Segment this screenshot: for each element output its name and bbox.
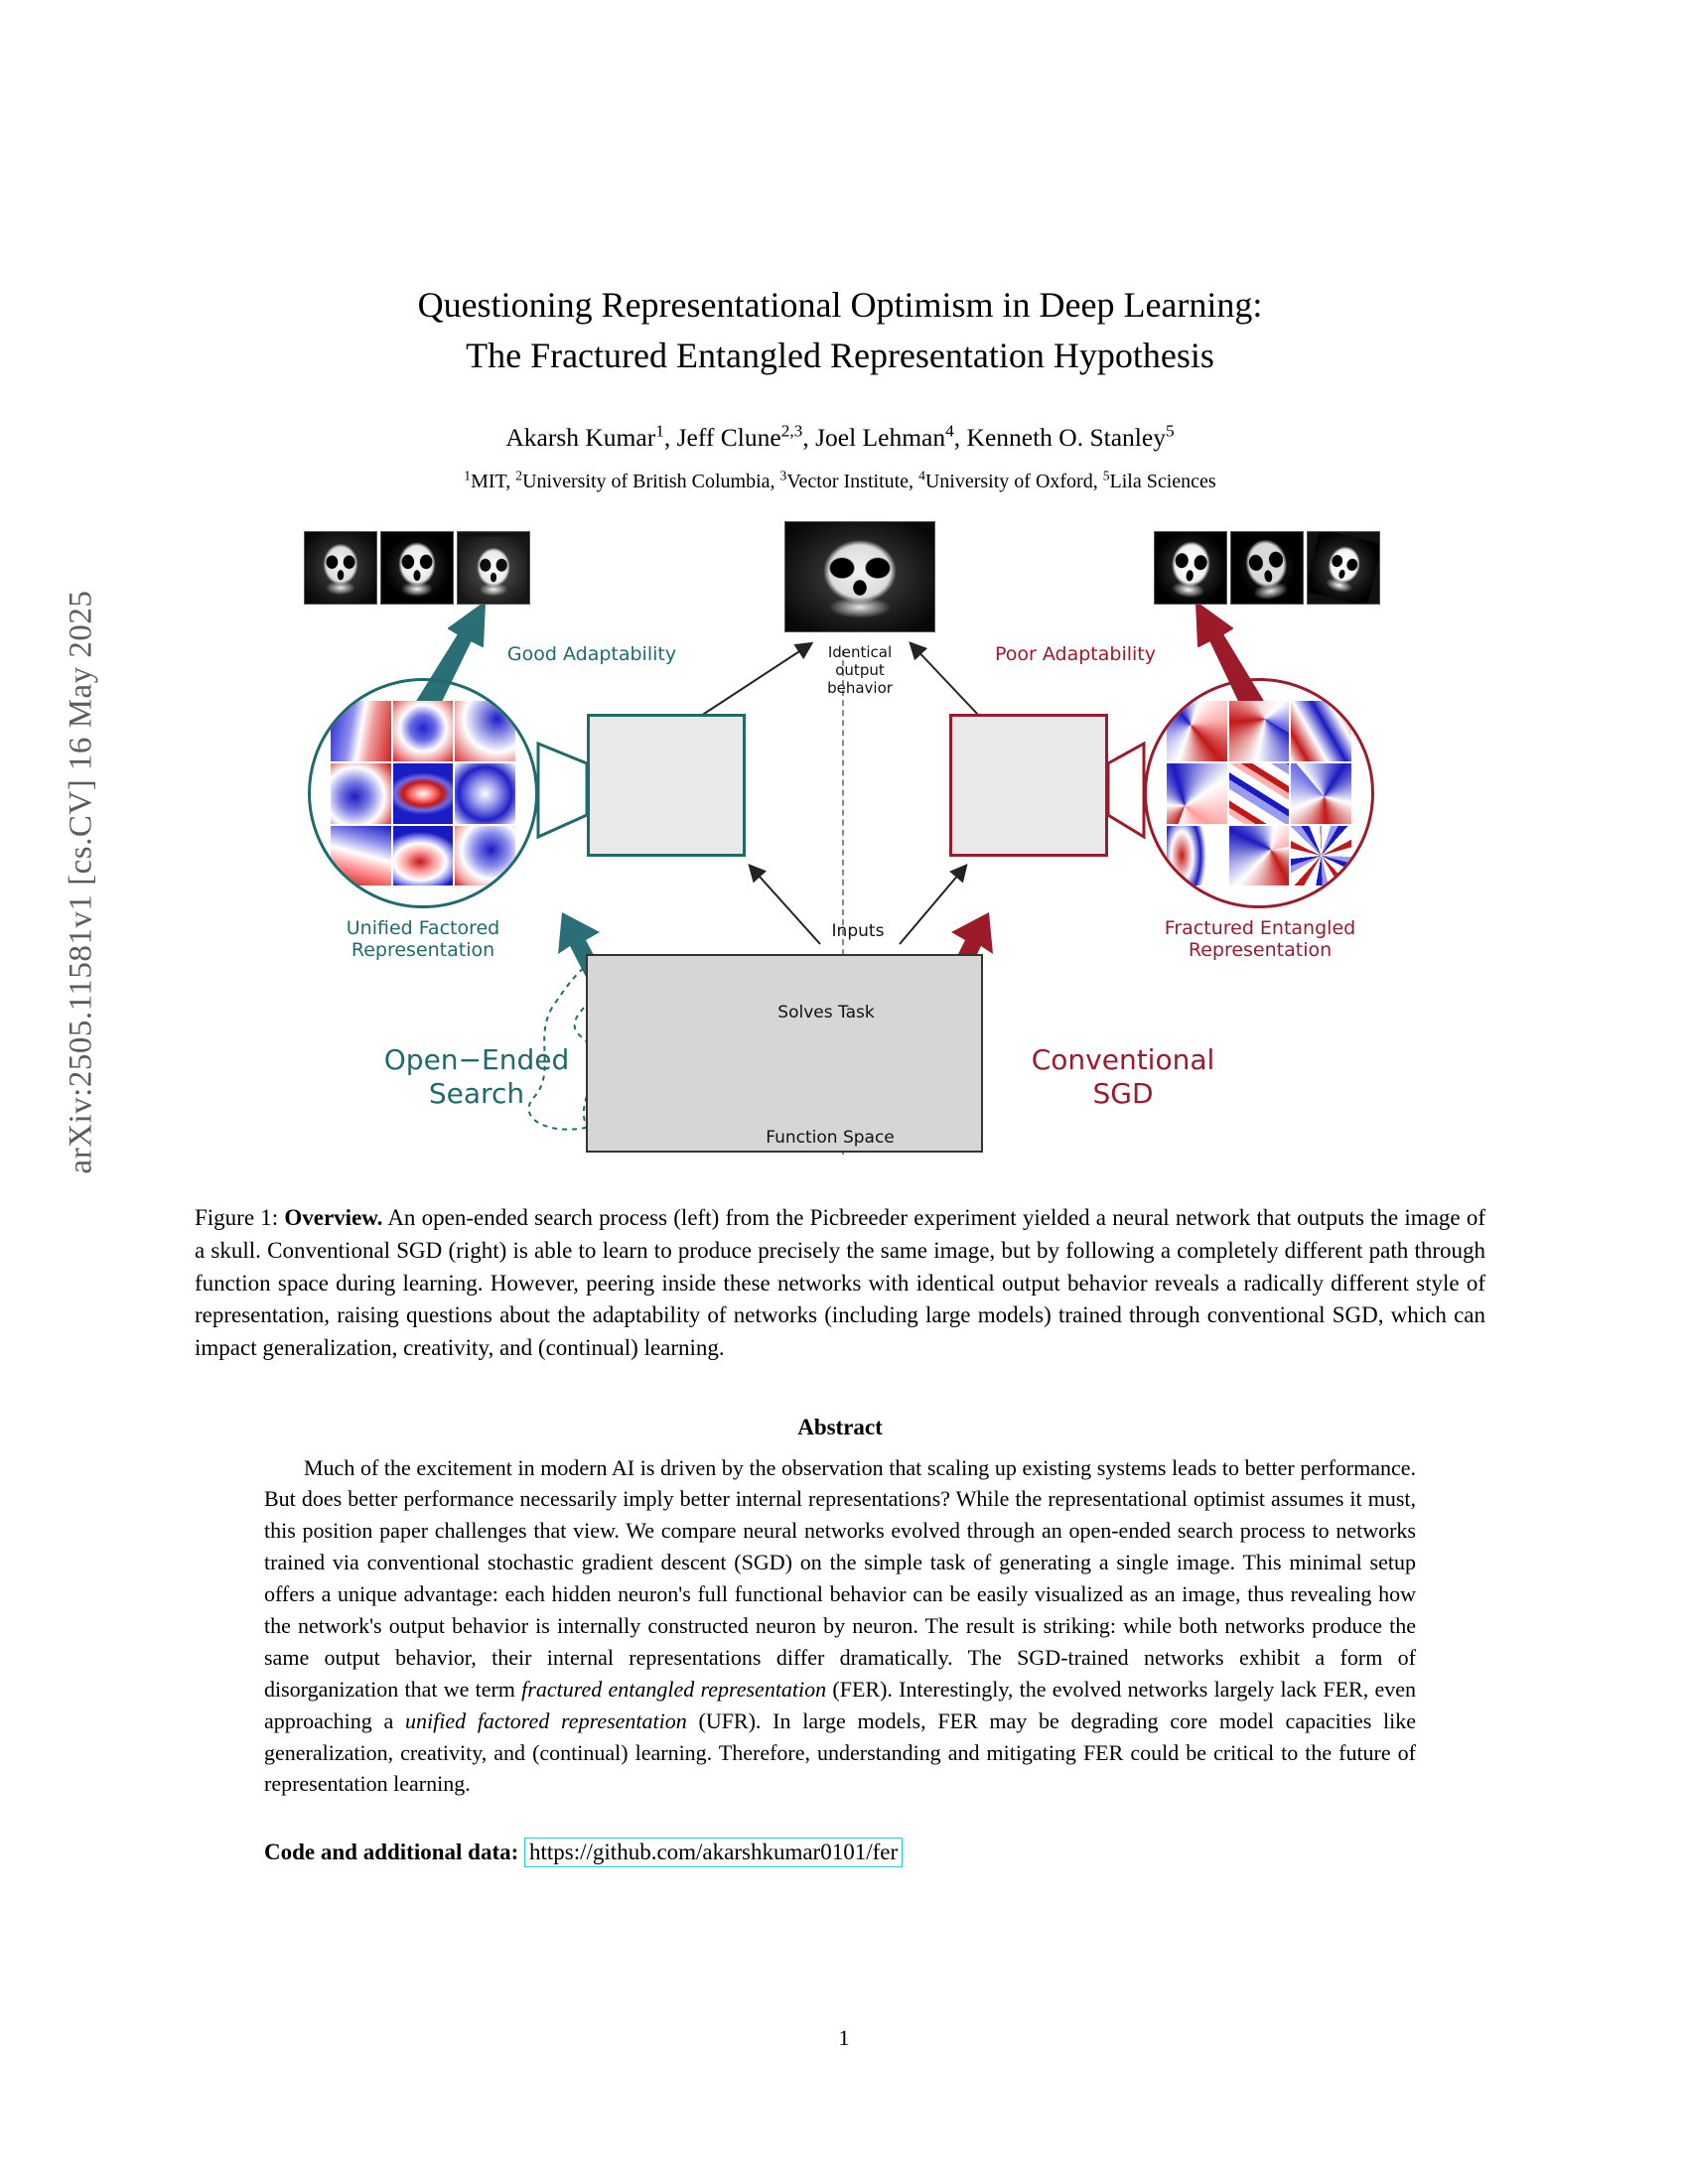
neuron-cell — [393, 701, 454, 761]
ufr-neuron-grid — [331, 701, 515, 886]
author-2: , Jeff Clune — [663, 423, 781, 453]
title-line-1: Questioning Representational Optimism in Deep Learning: — [417, 285, 1263, 325]
caption-text: An open-ended search process (left) from the Picbreeder experiment yielded a neural network that outputs the image of a skull. Conventional SGD (right) is able to learn to produce precisely the same image, but by following a completely different path through function space during learning. However, peering inside these networks with identical output behavior reveals a radically different style of representation, raising questions about the adaptability of networks (including large models) trained through conventional SGD, which can impact generalization, creativity, and (continual) learning. — [195, 1205, 1485, 1360]
fer-neuron-grid-blob — [1144, 678, 1374, 908]
page-title — [195, 280, 1485, 381]
code-label: Code and additional data: — [264, 1840, 519, 1865]
neuron-cell — [331, 826, 391, 887]
abstract-body — [264, 1452, 1416, 1801]
neuron-cell — [455, 763, 515, 824]
thumbnail-good-3 — [457, 531, 530, 605]
neuron-cell — [1291, 763, 1351, 824]
affil-marker-2: 2 — [515, 468, 523, 483]
skull-image — [1230, 531, 1304, 605]
author-3: , Joel Lehman — [802, 423, 946, 453]
affil-marker-1: 1 — [464, 468, 472, 483]
thumbnail-poor-1 — [1154, 531, 1227, 605]
title-line-2: The Fractured Entangled Representation Hypothesis — [466, 336, 1214, 376]
label-open-ended-search-line-2: Search — [428, 1077, 525, 1111]
affil-1: MIT, — [471, 471, 516, 493]
code-and-data-line — [264, 1838, 1416, 1867]
neuron-cell — [331, 763, 391, 824]
author-4: , Kenneth O. Stanley — [953, 423, 1166, 453]
abstract-italic-ufr: unified factored representation — [404, 1707, 687, 1733]
affiliation-list — [195, 468, 1485, 493]
label-identical-output-line-1: Identical — [827, 643, 893, 662]
author-list — [195, 423, 1485, 453]
fer-neuron-grid — [1167, 701, 1351, 886]
neuron-cell — [1229, 826, 1290, 887]
neuron-cell — [393, 763, 454, 824]
abstract-heading: Abstract — [797, 1414, 883, 1439]
function-space-box — [586, 954, 983, 1153]
neuron-cell — [455, 826, 515, 887]
author-1: Akarsh Kumar — [505, 423, 656, 453]
label-fer-line-1: Fractured Entangled — [1164, 917, 1356, 940]
abstract-part-2: (FER). Interestingly, the evolved networks largely lack FER, even approaching a — [264, 1676, 1417, 1733]
affil-3: Vector Institute, — [786, 471, 919, 493]
abstract-part-3: (UFR). In large models, FER may be degrading core model capacities like generalization, creativity, and (continual) learning. Therefore, understanding and mitigating FER could be critical to the future of representation learning. — [264, 1707, 1416, 1797]
thumbnail-strip-poor-adaptability — [1154, 531, 1380, 605]
affil-2: University of British Columbia, — [522, 471, 780, 493]
network-box-sgd — [949, 714, 1108, 857]
caption-label: Figure 1: — [195, 1205, 279, 1231]
thumbnail-poor-2 — [1230, 531, 1304, 605]
abstract-part-1: Much of the excitement in modern AI is driven by the observation that scaling up existing systems leads to better performance. But does better performance necessarily imply better internal representations? While the representational optimist assumes it must, this position paper challenges that view. We compare neural networks evolved through an open-ended search process to networks trained via conventional stochastic gradient descent (SGD) on the simple task of generating a single image. This minimal setup offers a unique advantage: each hidden neuron's full functional behavior can be easily visualized as an image, thus revealing how the network's output behavior is internally constructed neuron by neuron. The result is striking: while both networks produce the same output behavior, their internal representations differ dramatically. The SGD-trained networks exhibit a form of disorganization that we term — [264, 1454, 1416, 1702]
label-poor-adaptability: Poor Adaptability — [995, 643, 1156, 666]
thumbnail-poor-3 — [1307, 531, 1380, 605]
label-inputs: Inputs — [831, 921, 885, 942]
author-1-affil-marker: 1 — [655, 421, 664, 441]
skull-image — [380, 531, 454, 605]
affil-marker-3: 3 — [779, 468, 787, 483]
arxiv-stamp: arXiv:2505.11581v1 [cs.CV] 16 May 2025 — [63, 590, 99, 1174]
neuron-cell — [331, 701, 391, 761]
label-function-space: Function Space — [766, 1128, 895, 1149]
label-conventional-sgd-line-2: SGD — [1092, 1077, 1154, 1111]
affil-4: University of Oxford, — [924, 471, 1103, 493]
neuron-cell — [393, 826, 454, 887]
author-4-affil-marker: 5 — [1165, 421, 1175, 441]
label-solves-task: Solves Task — [777, 1003, 875, 1024]
neuron-cell — [1167, 826, 1227, 887]
neuron-cell — [1291, 826, 1351, 887]
neuron-cell — [1229, 763, 1290, 824]
paper-content — [195, 0, 1485, 1867]
skull-image — [1154, 531, 1227, 605]
output-skull-image — [784, 521, 935, 632]
thumbnail-good-1 — [304, 531, 377, 605]
label-identical-output-line-3: behavior — [827, 679, 893, 698]
skull-image — [785, 522, 934, 631]
neuron-cell — [1167, 701, 1227, 761]
affil-marker-4: 4 — [918, 468, 925, 483]
label-ufr-line-2: Representation — [351, 939, 495, 962]
author-2-affil-marker: 2,3 — [780, 421, 803, 441]
neuron-cell — [1167, 763, 1227, 824]
network-box-open-ended — [587, 714, 746, 857]
label-fer-line-2: Representation — [1188, 939, 1333, 962]
neuron-cell — [455, 701, 515, 761]
affil-5: Lila Sciences — [1109, 471, 1216, 493]
ufr-neuron-grid-blob — [308, 678, 538, 908]
figure-caption — [195, 1202, 1485, 1364]
skull-image — [460, 537, 527, 605]
caption-bold-lead: Overview. — [284, 1205, 383, 1231]
skull-image — [1307, 531, 1380, 605]
affil-marker-5: 5 — [1102, 468, 1110, 483]
label-identical-output-line-2: output — [835, 661, 885, 680]
author-3-affil-marker: 4 — [945, 421, 954, 441]
label-open-ended-search-line-1: Open−Ended — [383, 1043, 570, 1077]
thumbnail-good-2 — [380, 531, 454, 605]
abstract-italic-fer: fractured entangled representation — [521, 1676, 827, 1702]
code-repo-link[interactable]: https://github.com/akarshkumar0101/fer — [524, 1838, 903, 1867]
label-good-adaptability: Good Adaptability — [506, 643, 677, 666]
figure-1-overview — [254, 517, 1426, 1192]
page-number: 1 — [838, 2025, 850, 2050]
label-ufr-line-1: Unified Factored — [346, 917, 500, 940]
thumbnail-strip-good-adaptability — [304, 531, 530, 605]
label-conventional-sgd-line-1: Conventional — [1031, 1043, 1215, 1077]
neuron-cell — [1291, 701, 1351, 761]
neuron-cell — [1229, 701, 1290, 761]
skull-image — [305, 532, 376, 604]
